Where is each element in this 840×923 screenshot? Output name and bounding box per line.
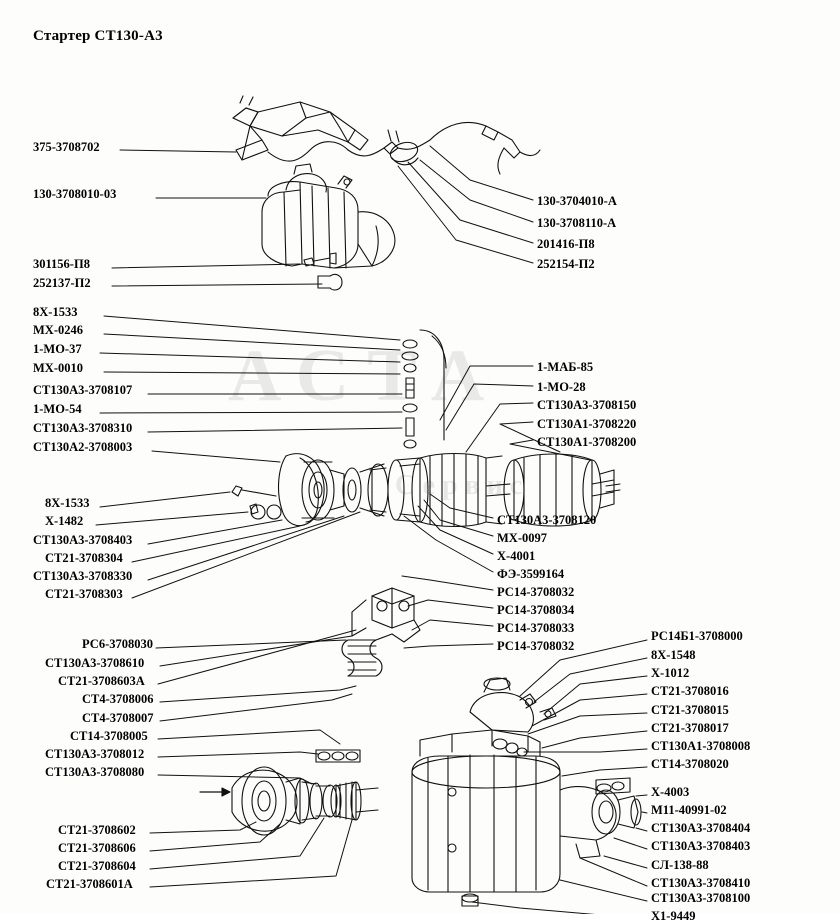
part-number-label: СТ21-3708603А: [58, 674, 145, 688]
part-number-label: РС14-3708032: [497, 585, 575, 599]
part-number-label: СТ130А3-3708100: [651, 891, 751, 905]
part-number-label: СЛ-138-88: [651, 858, 709, 872]
part-number-label: СТ130А3-3708150: [537, 398, 637, 412]
part-number-label: Х-1012: [651, 666, 690, 680]
part-number-label: СТ130А1-3708200: [537, 435, 637, 449]
watermark-subtext: Сервис: [395, 470, 530, 501]
part-number-label: СТ4-3708006: [82, 692, 154, 706]
part-number-label: 201416-П8: [537, 237, 595, 251]
part-number-label: СТ130А1-3708220: [537, 417, 637, 431]
part-number-label: СТ130А2-3708003: [33, 440, 133, 454]
part-number-label: СТ130А1-3708008: [651, 739, 751, 753]
part-number-label: 130-3708010-03: [33, 187, 117, 201]
part-number-label: СТ14-3708005: [70, 729, 148, 743]
part-number-label: СТ21-3708606: [58, 841, 136, 855]
watermark-text: АСТА: [228, 335, 503, 417]
part-number-label: РС14-3708034: [497, 603, 575, 617]
part-number-label: СТ21-3708304: [45, 551, 123, 565]
part-number-label: РС14-3708033: [497, 621, 575, 635]
part-number-label: Х1-9449: [651, 909, 696, 923]
part-number-label: 8Х-1533: [45, 496, 90, 510]
part-number-label: СТ130А3-3708120: [497, 513, 597, 527]
part-number-label: 1-МО-54: [33, 402, 82, 416]
part-number-label: Х-4001: [497, 549, 536, 563]
part-number-label: СТ130А3-3708012: [45, 747, 145, 761]
part-number-label: СТ130А3-3708310: [33, 421, 133, 435]
part-number-label: СТ130А3-3708080: [45, 765, 145, 779]
part-number-label: МХ-0246: [33, 323, 83, 337]
part-number-label: СТ21-3708604: [58, 859, 136, 873]
part-number-label: СТ21-3708016: [651, 684, 729, 698]
part-number-label: 1-МАБ-85: [537, 360, 594, 374]
part-number-label: РС14Б1-3708000: [651, 629, 743, 643]
part-number-label: 8Х-1548: [651, 648, 696, 662]
part-number-label: СТ21-3708602: [58, 823, 136, 837]
part-number-label: М11-40991-02: [651, 803, 727, 817]
part-number-label: СТ130А3-3708107: [33, 383, 133, 397]
part-number-label: 301156-П8: [33, 257, 90, 271]
part-number-label: 252154-П2: [537, 257, 595, 271]
part-number-label: СТ130А3-3708403: [651, 839, 751, 853]
part-number-label: СТ4-3708007: [82, 711, 154, 725]
part-number-label: СТ130А3-3708404: [651, 821, 751, 835]
page-title: Стартер СТ130-А3: [33, 28, 163, 44]
part-number-label: 1-МО-28: [537, 380, 586, 394]
part-number-label: СТ130А3-3708610: [45, 656, 145, 670]
part-number-label: МХ-0097: [497, 531, 547, 545]
part-number-label: СТ21-3708017: [651, 721, 729, 735]
part-number-label: Х-4003: [651, 785, 690, 799]
part-number-label: Х-1482: [45, 514, 84, 528]
part-number-label: ФЭ-3599164: [497, 567, 565, 581]
part-number-label: СТ21-3708601А: [46, 877, 133, 891]
part-number-label: СТ14-3708020: [651, 757, 729, 771]
part-number-label: РС14-3708032: [497, 639, 575, 653]
part-number-label: 252137-П2: [33, 276, 91, 290]
part-number-label: СТ130А3-3708403: [33, 533, 133, 547]
part-number-label: 130-3704010-А: [537, 194, 617, 208]
part-number-label: 375-3708702: [33, 140, 100, 154]
part-number-label: 1-МО-37: [33, 342, 82, 356]
part-number-label: МХ-0010: [33, 361, 83, 375]
part-number-label: 130-3708110-А: [537, 216, 617, 230]
part-number-label: РС6-3708030: [82, 637, 153, 651]
part-number-label: 8Х-1533: [33, 305, 78, 319]
part-number-label: СТ21-3708015: [651, 703, 729, 717]
part-number-label: СТ21-3708303: [45, 587, 123, 601]
part-number-label: СТ130А3-3708410: [651, 876, 751, 890]
part-number-label: СТ130А3-3708330: [33, 569, 133, 583]
